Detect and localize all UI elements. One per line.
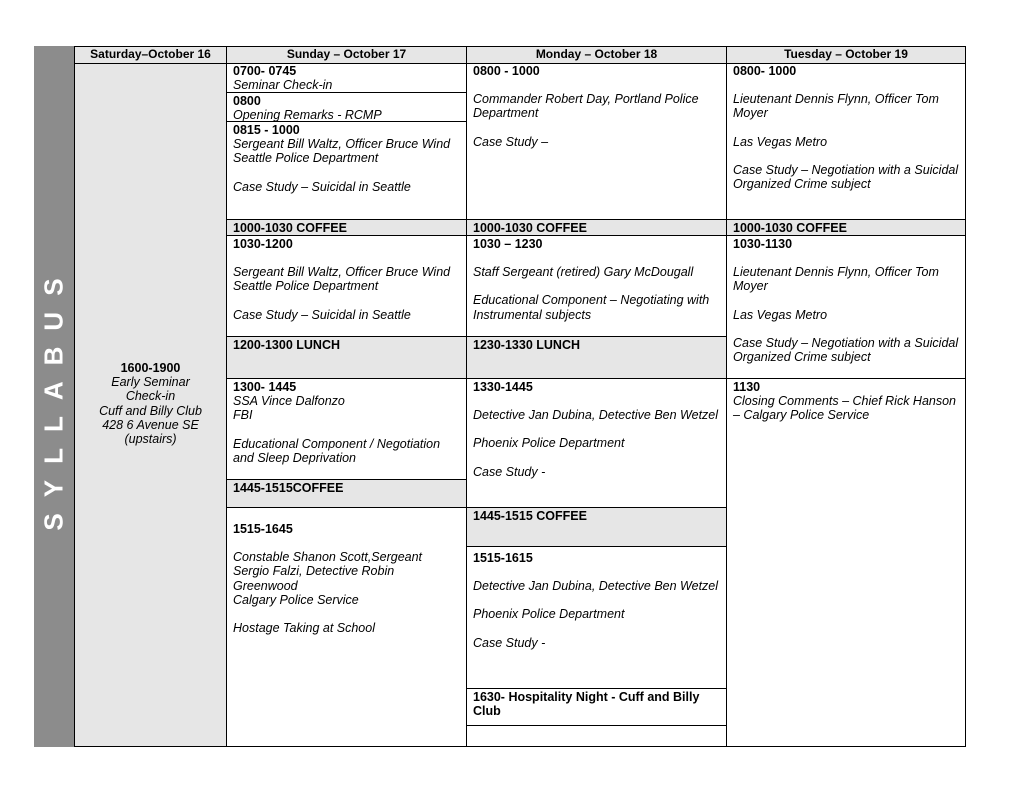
- session-speakers: Staff Sergeant (retired) Gary McDougall: [473, 265, 694, 280]
- session-text: Seminar Check-in: [233, 78, 333, 93]
- session-agency: Seattle Police Department: [233, 279, 379, 294]
- session-topic: Case Study –: [473, 134, 549, 149]
- session-speakers: Detective Jan Dubina, Detective Ben Wetzel: [473, 408, 719, 423]
- session-speakers: Lieutenant Dennis Flynn, Officer Tom Moyer: [733, 92, 939, 121]
- saturday-line-3: Cuff and Billy Club: [99, 403, 202, 418]
- coffee-label: 1445-1515COFFEE: [233, 481, 344, 495]
- session-agency: Phoenix Police Department: [473, 436, 625, 451]
- session-text: Opening Remarks - RCMP: [233, 108, 382, 122]
- tuesday-header: Tuesday – October 19: [727, 47, 965, 64]
- session-topic: Case Study – Negotiation with a Suicidal Organized Crime subject: [733, 335, 959, 365]
- lunch-label: 1230-1330 LUNCH: [473, 338, 580, 352]
- tuesday-column: [726, 46, 966, 747]
- saturday-session: [75, 361, 226, 446]
- sunday-session-1300: [227, 378, 466, 480]
- coffee-label: 1000-1030 COFFEE: [233, 221, 347, 235]
- sunday-checkin: [227, 63, 466, 93]
- saturday-line-4: 428 6 Avenue SE: [102, 417, 199, 432]
- saturday-line-1: Early Seminar: [111, 375, 190, 390]
- session-agency: FBI: [233, 408, 253, 423]
- session-topic: Educational Component – Negotiating with Instrumental subjects: [473, 293, 710, 322]
- session-topic: Case Study – Negotiation with a Suicidal Organized Crime subject: [733, 162, 959, 192]
- session-time: 0800 - 1000: [473, 64, 540, 78]
- syllabus-label: SYLLABUS: [38, 262, 69, 531]
- sunday-coffee-1: [227, 219, 466, 236]
- coffee-label: 1000-1030 COFFEE: [473, 221, 587, 235]
- monday-hospitality: [467, 688, 726, 726]
- session-time: 1515-1615: [473, 551, 533, 565]
- session-topic: Case Study -: [473, 464, 546, 479]
- coffee-label: 1445-1515 COFFEE: [473, 509, 587, 523]
- monday-lunch: [467, 336, 726, 379]
- session-time: 0800: [233, 94, 261, 108]
- session-time: 1300- 1445: [233, 380, 297, 394]
- hospitality-label: 1630- Hospitality Night - Cuff and Billy Club: [473, 690, 700, 719]
- monday-column: [466, 46, 727, 747]
- tuesday-closing: [727, 378, 965, 746]
- session-time: 1030-1130: [733, 237, 793, 251]
- sunday-opening: [227, 92, 466, 122]
- saturday-line-5: (upstairs): [124, 432, 177, 447]
- session-time: 1130: [733, 380, 761, 394]
- session-text: Closing Comments – Chief Rick Hanson – Calgary Police Service: [733, 394, 957, 423]
- saturday-header: Saturday–October 16: [75, 47, 226, 64]
- saturday-column: [74, 46, 227, 747]
- session-time: 1030-1200: [233, 237, 293, 251]
- session-time: 0815 - 1000: [233, 123, 300, 137]
- session-agency: Calgary Police Service: [233, 592, 359, 607]
- tuesday-session-1030: [727, 235, 965, 379]
- monday-coffee-2: [467, 507, 726, 547]
- session-speakers: Lieutenant Dennis Flynn, Officer Tom Moyer: [733, 265, 939, 294]
- saturday-time: 1600-1900: [120, 361, 181, 375]
- session-agency: Phoenix Police Department: [473, 607, 625, 622]
- sunday-session-0815: [227, 121, 466, 220]
- sunday-session-1515: [227, 507, 466, 746]
- session-time: 0700- 0745: [233, 64, 297, 78]
- session-speakers: Commander Robert Day, Portland Police Department: [473, 92, 699, 121]
- monday-header: Monday – October 18: [467, 47, 726, 64]
- session-topic: Case Study -: [473, 635, 546, 650]
- monday-coffee-1: [467, 219, 726, 236]
- session-speakers: Sergeant Bill Waltz, Officer Bruce Wind: [233, 137, 451, 152]
- session-speakers: Sergeant Bill Waltz, Officer Bruce Wind: [233, 265, 451, 280]
- session-speakers: Detective Jan Dubina, Detective Ben Wetzel: [473, 579, 719, 594]
- syllabus-sidebar: [34, 46, 74, 747]
- session-time: 1030 – 1230: [473, 237, 543, 251]
- tuesday-coffee-1: [727, 219, 965, 236]
- saturday-line-2: Check-in: [125, 389, 176, 404]
- monday-session-1515: [467, 546, 726, 689]
- monday-session-1330: [467, 378, 726, 508]
- session-speakers: Constable Shanon Scott,Sergeant Sergio Falzi, Detective Robin Greenwood: [233, 550, 423, 593]
- session-agency: Las Vegas Metro: [733, 307, 828, 322]
- session-time: 1515-1645: [233, 522, 293, 536]
- session-agency: Seattle Police Department: [233, 151, 379, 166]
- session-topic: Case Study – Suicidal in Seattle: [233, 179, 411, 194]
- session-topic: Hostage Taking at School: [233, 621, 375, 636]
- sunday-header: Sunday – October 17: [227, 47, 466, 64]
- tuesday-session-0800: [727, 63, 965, 220]
- sunday-coffee-2: [227, 479, 466, 508]
- session-topic: Educational Component / Negotiation and Sleep Deprivation: [233, 436, 441, 465]
- monday-session-1030: [467, 235, 726, 337]
- session-speakers: SSA Vince Dalfonzo: [233, 394, 345, 409]
- sunday-column: [226, 46, 467, 747]
- session-time: 0800- 1000: [733, 64, 797, 78]
- monday-session-0800: [467, 63, 726, 220]
- sunday-lunch: [227, 336, 466, 379]
- session-agency: Las Vegas Metro: [733, 134, 828, 149]
- lunch-label: 1200-1300 LUNCH: [233, 338, 340, 352]
- sunday-session-1030: [227, 235, 466, 337]
- session-topic: Case Study – Suicidal in Seattle: [233, 307, 411, 322]
- coffee-label: 1000-1030 COFFEE: [733, 221, 847, 235]
- monday-empty-cell: [467, 725, 726, 746]
- session-time: 1330-1445: [473, 380, 533, 394]
